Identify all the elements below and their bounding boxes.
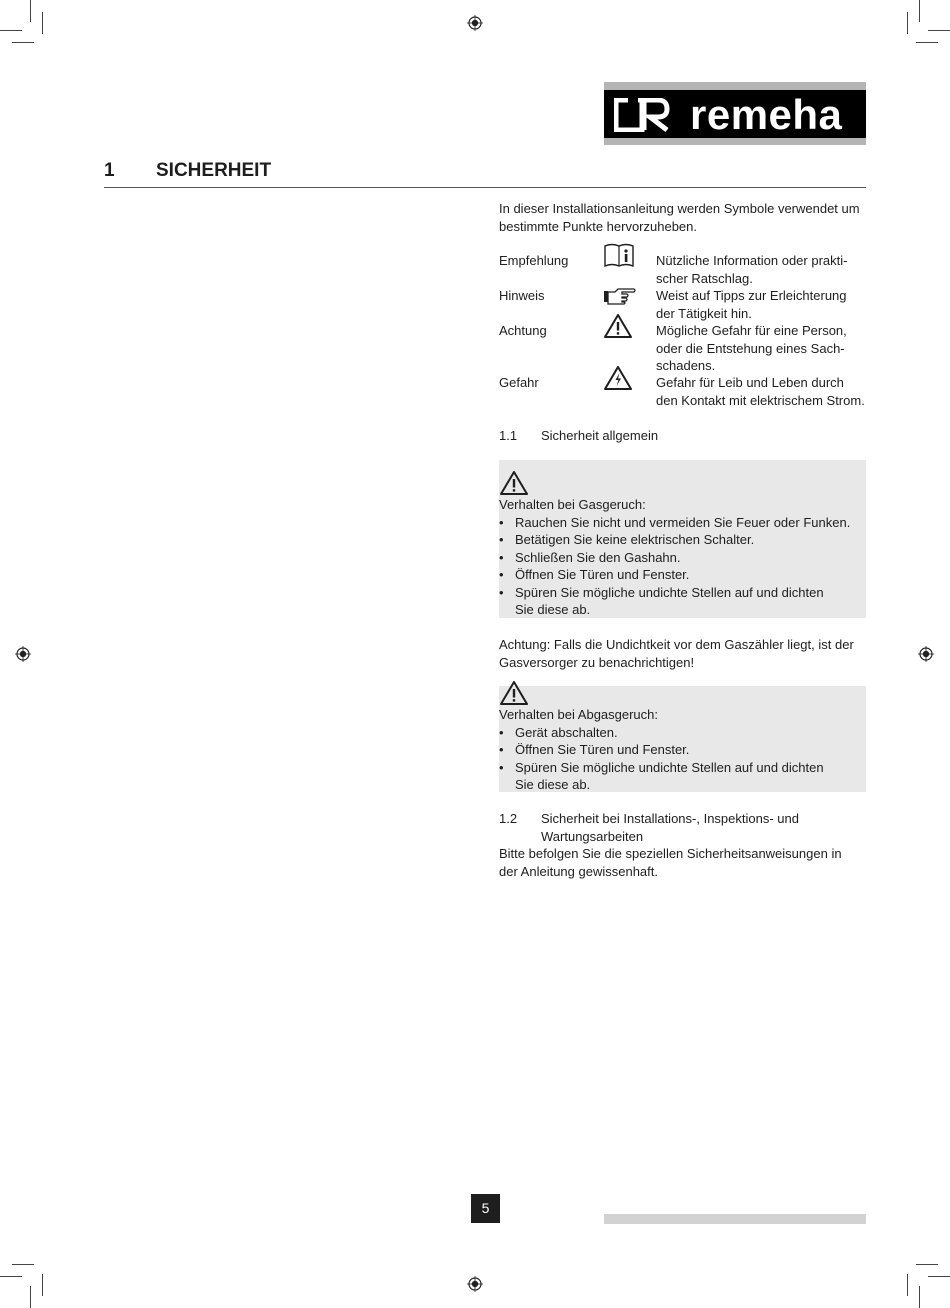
section-number: 1 xyxy=(104,160,115,181)
page-title: SICHERHEIT xyxy=(156,160,272,181)
subsection-title: Sicherheit allgemein xyxy=(541,428,659,443)
page-number: 5 xyxy=(471,1194,500,1223)
gas-box-title: Verhalten bei Gasgeruch: xyxy=(499,497,646,512)
list-item: • Öffnen Sie Türen und Fenster. xyxy=(499,742,690,757)
list-item: • Rauchen Sie nicht und vermeiden Sie Feuer oder Funken. xyxy=(499,514,851,530)
logo-wordmark: remeha xyxy=(690,91,843,138)
list-item: • Schließen Sie den Gashahn. xyxy=(499,549,681,565)
heading-divider xyxy=(104,187,866,188)
subsection-title: Sicherheit bei Installations-, Inspektions- und Wartungsarbeiten xyxy=(541,811,799,844)
symbol-label-empfehlung: Empfehlung xyxy=(499,253,569,268)
symbol-label-achtung: Achtung xyxy=(499,323,547,338)
list-item: • Öffnen Sie Türen und Fenster. xyxy=(499,567,690,582)
electric-hazard-icon xyxy=(603,365,633,391)
warning-triangle-icon xyxy=(499,680,529,706)
list-item: • Spüren Sie mögliche undichte Stellen auf und dichten xyxy=(499,584,824,600)
gas-note: Achtung: Falls die Undichtkeit vor dem Gaszähler liegt, ist der Gasversorger zu benachrichtigen! xyxy=(499,637,854,670)
list-item: • Gerät abschalten. xyxy=(499,724,618,740)
warning-triangle-icon xyxy=(603,313,633,339)
symbol-description-gefahr: Gefahr für Leib und Leben durch den Kontakt mit elektrischem Strom. xyxy=(656,375,865,408)
symbol-description-hinweis: Weist auf Tipps zur Erleichterung der Tätigkeit hin. xyxy=(656,288,847,321)
warning-triangle-icon xyxy=(499,470,529,496)
flue-gas-warning-box xyxy=(499,686,866,792)
symbol-description-achtung: Mögliche Gefahr für eine Person, oder die Entstehung eines Sach- schadens. xyxy=(656,323,847,373)
closing-paragraph: Bitte befolgen Sie die speziellen Sicherheitsanweisungen in der Anleitung gewissenhaft. xyxy=(499,846,842,879)
list-item: • Spüren Sie mögliche undichte Stellen auf und dichten xyxy=(499,759,824,775)
footer-bar xyxy=(604,1214,866,1224)
subsection-number: 1.2 xyxy=(499,811,518,826)
registration-mark-icon xyxy=(467,15,483,31)
info-book-icon xyxy=(603,243,635,269)
registration-mark-icon xyxy=(15,646,31,662)
intro-paragraph: In dieser Installationsanleitung werden Symbole verwendet um bestimmte Punkte hervorzuheben. xyxy=(499,201,860,234)
registration-mark-icon xyxy=(918,646,934,662)
symbol-label-gefahr: Gefahr xyxy=(499,375,539,390)
registration-mark-icon xyxy=(467,1276,483,1292)
pointing-hand-icon xyxy=(603,287,637,305)
list-item-continuation: Sie diese ab. xyxy=(515,777,591,792)
gas-warning-box xyxy=(499,460,866,618)
symbol-label-hinweis: Hinweis xyxy=(499,288,545,303)
flue-box-title: Verhalten bei Abgasgeruch: xyxy=(499,707,659,722)
remeha-logo-mark-icon xyxy=(614,98,670,132)
list-item: • Betätigen Sie keine elektrischen Schalter. xyxy=(499,532,755,547)
symbol-description-empfehlung: Nützliche Information oder prakti- scher Ratschlag. xyxy=(656,253,848,286)
list-item-continuation: Sie diese ab. xyxy=(515,602,591,617)
subsection-number: 1.1 xyxy=(499,428,518,443)
